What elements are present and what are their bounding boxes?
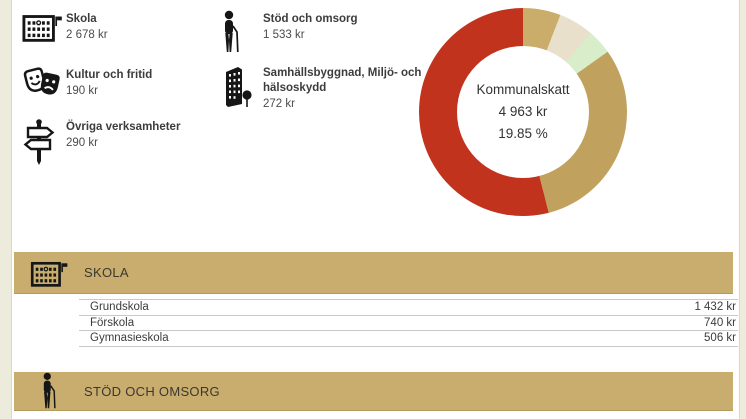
legend-label: Övriga verksamheter bbox=[66, 121, 181, 133]
signpost-icon bbox=[22, 118, 66, 166]
section-header-stod-och-omsorg[interactable] bbox=[14, 372, 733, 411]
school-icon bbox=[22, 10, 66, 44]
chart-total-amount: 4 963 kr bbox=[498, 104, 548, 119]
tax-donut-chart bbox=[419, 8, 627, 216]
theater-masks-icon bbox=[22, 66, 66, 100]
section-title: SKOLA bbox=[84, 265, 129, 280]
legend-item-stod bbox=[219, 10, 358, 54]
person-icon bbox=[14, 372, 84, 410]
building-tree-icon bbox=[219, 64, 263, 110]
row-label: Gymnasieskola bbox=[90, 332, 169, 345]
row-value: 1 432 kr bbox=[694, 301, 736, 314]
section-header-skola[interactable] bbox=[14, 252, 733, 294]
row-value: 740 kr bbox=[704, 316, 736, 329]
skola-detail-table bbox=[79, 299, 738, 347]
row-value: 506 kr bbox=[704, 332, 736, 345]
school-icon bbox=[14, 258, 84, 288]
legend-value: 2 678 kr bbox=[66, 29, 108, 41]
donut-center-label bbox=[457, 46, 589, 178]
legend-item-skola bbox=[22, 10, 108, 44]
person-icon bbox=[219, 10, 263, 54]
chart-tax-percent: 19.85 % bbox=[498, 126, 548, 141]
legend-value: 1 533 kr bbox=[263, 29, 305, 41]
table-row bbox=[79, 331, 738, 347]
legend-value: 272 kr bbox=[263, 98, 295, 110]
legend-label: Samhällsbyggnad, Miljö- och hälsoskydd bbox=[263, 67, 422, 94]
content-page bbox=[11, 0, 740, 419]
chart-title: Kommunalskatt bbox=[476, 82, 570, 97]
legend-item-ovriga bbox=[22, 118, 180, 166]
row-label: Grundskola bbox=[90, 301, 149, 314]
legend-label: Skola bbox=[66, 13, 97, 25]
legend-label: Stöd och omsorg bbox=[263, 13, 358, 25]
table-row bbox=[79, 316, 738, 332]
table-row bbox=[79, 299, 738, 316]
legend-label: Kultur och fritid bbox=[66, 69, 153, 81]
legend-item-kultur bbox=[22, 66, 152, 100]
legend-value: 190 kr bbox=[66, 85, 98, 97]
section-title: STÖD OCH OMSORG bbox=[84, 383, 220, 399]
legend-item-samhallsbyggnad bbox=[219, 64, 438, 112]
row-label: Förskola bbox=[90, 316, 135, 329]
legend-value: 290 kr bbox=[66, 137, 98, 149]
